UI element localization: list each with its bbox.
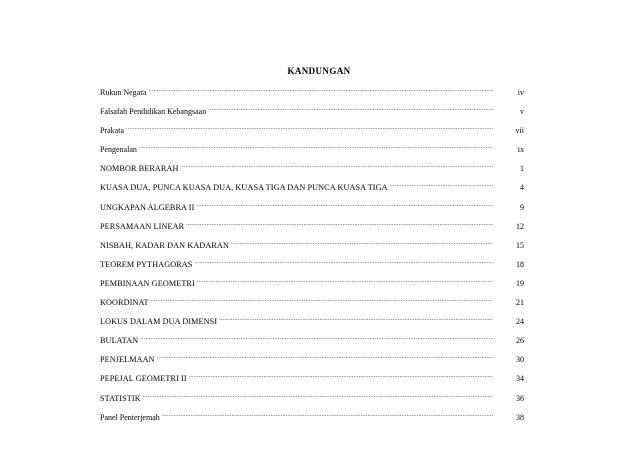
toc-entry-lokus (100, 314, 524, 333)
toc-entry-page: 9 (520, 202, 524, 212)
toc-entry-label: PEPEJAL GEOMETRI II (100, 374, 187, 384)
toc-entry-pengenalan (100, 142, 524, 161)
dot-leader (231, 238, 493, 248)
dot-leader (143, 391, 493, 401)
dot-leader (140, 333, 493, 343)
dot-leader (181, 161, 493, 171)
toc-entry-page: iv (517, 88, 524, 97)
toc-entry-pembinaan-geometri (100, 276, 524, 295)
toc-entry-page: 4 (520, 183, 524, 193)
toc-entry-label: Pengenalan (100, 145, 137, 155)
dot-leader (186, 219, 493, 229)
toc-entry-label: Rukun Negara (100, 88, 147, 97)
page-title: KANDUNGAN (287, 66, 351, 76)
toc-entry-koordinat (100, 295, 524, 314)
toc-entry-label: NOMBOR BERARAH (100, 164, 179, 174)
toc-entry-kuasa-dua (100, 180, 524, 199)
toc-entry-page: vii (515, 126, 524, 136)
toc-entry-label: PERSAMAAN LINEAR (100, 221, 185, 231)
dot-leader (189, 371, 493, 381)
toc-entry-falsafah (100, 104, 524, 123)
toc-entry-nombor-berarah (100, 161, 524, 180)
dot-leader (148, 85, 493, 95)
dot-leader (219, 314, 493, 324)
toc-entry-page: 12 (516, 221, 524, 231)
toc-entry-statistik (100, 391, 524, 410)
dot-leader (197, 276, 493, 286)
toc-entry-rukun-negara (100, 85, 524, 104)
toc-entry-persamaan-linear (100, 219, 524, 238)
toc-entry-label: KUASA DUA, PUNCA KUASA DUA, KUASA TIGA DAN PUNCA KUASA TIGA (100, 183, 388, 193)
toc-entry-label: Prakata (100, 126, 124, 136)
toc-entry-label: PENJELMAAN (100, 355, 155, 365)
toc-entry-label: STATISTIK (100, 393, 141, 403)
toc-entry-label: BULATAN (100, 336, 139, 346)
dot-leader (390, 180, 493, 190)
toc-entry-penjelmaan (100, 352, 524, 371)
dot-leader (151, 295, 493, 305)
toc-entry-page: 19 (516, 278, 524, 288)
toc-entry-label: KOORDINAT (100, 298, 149, 308)
toc-entry-page: 18 (516, 259, 524, 269)
table-of-contents (100, 85, 524, 429)
toc-entry-label: TEOREM PYTHAGORAS (100, 259, 193, 269)
toc-entry-panel-penterjemah (100, 410, 524, 429)
toc-entry-pepejal-geometri (100, 371, 524, 390)
toc-entry-label: UNGKAPAN ALGEBRA II (100, 202, 195, 212)
dot-leader (157, 352, 493, 362)
toc-entry-page: 30 (516, 355, 524, 365)
toc-entry-label: NISBAH, KADAR DAN KADARAN (100, 240, 229, 250)
dot-leader (208, 104, 493, 114)
toc-entry-page: 24 (516, 317, 524, 327)
toc-entry-page: 1 (520, 164, 524, 174)
toc-entry-teorem-pythagoras (100, 257, 524, 276)
dot-leader (139, 142, 493, 152)
toc-entry-page: 26 (516, 336, 524, 346)
toc-entry-page: v (520, 107, 524, 117)
dot-leader (194, 257, 493, 267)
toc-entry-page: 21 (516, 298, 524, 308)
toc-entry-label: PEMBINAAN GEOMETRI (100, 278, 195, 288)
toc-entry-label: Panel Penterjemah (100, 412, 160, 422)
toc-entry-page: 15 (516, 240, 524, 250)
toc-entry-page: 38 (516, 412, 524, 422)
toc-entry-nisbah (100, 238, 524, 257)
toc-entry-bulatan (100, 333, 524, 352)
dot-leader (196, 200, 493, 210)
toc-entry-prakata (100, 123, 524, 142)
dot-leader (126, 123, 493, 133)
toc-entry-page: ix (517, 145, 524, 155)
dot-leader (162, 410, 493, 420)
toc-entry-label: Falsafah Pendidikan Kebangsaan (100, 107, 207, 117)
toc-entry-ungkapan-algebra (100, 200, 524, 219)
toc-entry-label: LOKUS DALAM DUA DIMENSI (100, 317, 218, 327)
toc-entry-page: 36 (516, 393, 524, 403)
toc-entry-page: 34 (516, 374, 524, 384)
